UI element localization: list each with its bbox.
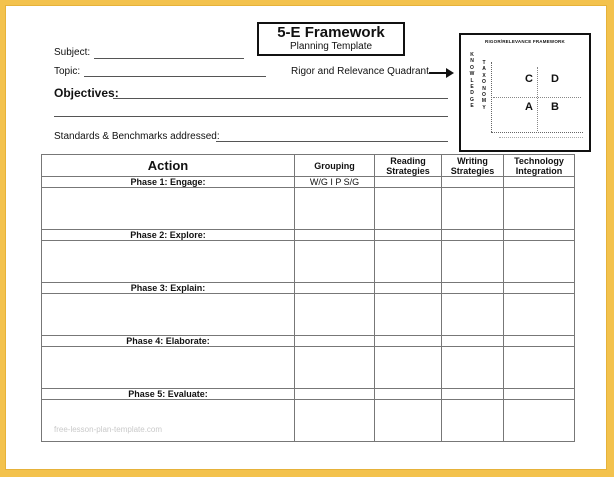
grouping-options[interactable]: W/G I P S/G: [295, 177, 375, 188]
application-scale: [499, 137, 583, 148]
grouping-cell[interactable]: [295, 347, 375, 389]
objectives-field-line-2[interactable]: [54, 116, 448, 117]
technology-integration-header: Technology Integration: [504, 155, 575, 177]
phase-body-explain: [42, 294, 575, 336]
technology-cell[interactable]: [504, 177, 575, 188]
grouping-cell[interactable]: [295, 230, 375, 241]
watermark: free-lesson-plan-template.com: [54, 425, 163, 434]
reading-strategies-header: Reading Strategies: [375, 155, 442, 177]
phase-label: Phase 3: Explain:: [42, 283, 295, 294]
page-subtitle: Planning Template: [289, 41, 373, 52]
reading-cell[interactable]: [375, 336, 442, 347]
technology-cell[interactable]: [504, 230, 575, 241]
title-box: [257, 22, 405, 56]
technology-cell[interactable]: [504, 241, 575, 283]
taxonomy-axis-label: T A X O N O M Y: [481, 60, 487, 111]
quadrant-v-divider: [537, 67, 538, 131]
grouping-header: Grouping: [295, 155, 375, 177]
objectives-label: Objectives:: [54, 86, 119, 100]
reading-cell[interactable]: [375, 389, 442, 400]
phase-body-evaluate: [42, 400, 575, 442]
grouping-cell[interactable]: [295, 241, 375, 283]
phase-row-explore: [42, 230, 575, 241]
technology-cell[interactable]: [504, 400, 575, 442]
page-title: 5-E Framework: [277, 24, 385, 41]
topic-label: Topic:: [54, 66, 81, 77]
rigor-relevance-quadrant: [459, 33, 591, 152]
writing-cell[interactable]: [442, 283, 504, 294]
reading-cell[interactable]: [375, 230, 442, 241]
writing-cell[interactable]: [442, 241, 504, 283]
quadrant-h-divider: [493, 97, 581, 98]
technology-cell[interactable]: [504, 294, 575, 336]
action-cell[interactable]: [42, 188, 295, 230]
quadrant-chart-title: RIGOR/RELEVANCE FRAMEWORK: [485, 39, 565, 44]
standards-label: Standards & Benchmarks addressed:: [54, 131, 220, 142]
phase-body-elaborate: [42, 347, 575, 389]
quadrant-a: A: [525, 101, 533, 113]
reading-cell[interactable]: [375, 283, 442, 294]
quadrant-y-axis: [491, 62, 492, 132]
technology-cell[interactable]: [504, 336, 575, 347]
grouping-cell[interactable]: [295, 389, 375, 400]
knowledge-axis-label: K N O W L E D G E: [469, 52, 475, 110]
quadrant-x-axis: [491, 132, 583, 133]
reading-cell[interactable]: [375, 241, 442, 283]
writing-cell[interactable]: [442, 177, 504, 188]
action-header: Action: [42, 155, 295, 177]
template-sheet: [6, 6, 606, 469]
action-cell[interactable]: [42, 294, 295, 336]
grouping-cell[interactable]: [295, 336, 375, 347]
writing-cell[interactable]: [442, 400, 504, 442]
phase-label: Phase 4: Elaborate:: [42, 336, 295, 347]
grouping-cell[interactable]: [295, 294, 375, 336]
objectives-field[interactable]: [113, 98, 448, 99]
reading-cell[interactable]: [375, 294, 442, 336]
technology-cell[interactable]: [504, 389, 575, 400]
phase-body-engage: [42, 188, 575, 230]
standards-field[interactable]: [216, 141, 448, 142]
action-cell[interactable]: [42, 347, 295, 389]
writing-strategies-header: Writing Strategies: [442, 155, 504, 177]
quadrant-b: B: [551, 101, 559, 113]
phase-label: Phase 2: Explore:: [42, 230, 295, 241]
phase-row-engage: [42, 177, 575, 188]
quadrant-c: C: [525, 73, 533, 85]
phase-label: Phase 5: Evaluate:: [42, 389, 295, 400]
reading-cell[interactable]: [375, 347, 442, 389]
reading-cell[interactable]: [375, 400, 442, 442]
topic-field[interactable]: [84, 76, 266, 77]
reading-cell[interactable]: [375, 188, 442, 230]
writing-cell[interactable]: [442, 230, 504, 241]
technology-cell[interactable]: [504, 188, 575, 230]
technology-cell[interactable]: [504, 347, 575, 389]
subject-field[interactable]: [94, 58, 244, 59]
quadrant-d: D: [551, 73, 559, 85]
phase-label: Phase 1: Engage:: [42, 177, 295, 188]
subject-label: Subject:: [54, 47, 91, 58]
technology-cell[interactable]: [504, 283, 575, 294]
action-cell[interactable]: [42, 400, 295, 442]
writing-cell[interactable]: [442, 389, 504, 400]
grouping-cell[interactable]: [295, 283, 375, 294]
phase-row-evaluate: [42, 389, 575, 400]
grid-header-row: [42, 155, 575, 177]
phase-body-explore: [42, 241, 575, 283]
reading-cell[interactable]: [375, 177, 442, 188]
arrow-right-icon: [446, 68, 454, 78]
rigor-relevance-label: Rigor and Relevance Quadrant: [291, 66, 429, 77]
writing-cell[interactable]: [442, 336, 504, 347]
writing-cell[interactable]: [442, 347, 504, 389]
arrow-shaft: [429, 72, 447, 74]
action-cell[interactable]: [42, 241, 295, 283]
grouping-cell[interactable]: [295, 400, 375, 442]
grouping-cell[interactable]: [295, 188, 375, 230]
writing-cell[interactable]: [442, 294, 504, 336]
phase-row-elaborate: [42, 336, 575, 347]
writing-cell[interactable]: [442, 188, 504, 230]
planning-grid: [41, 154, 575, 442]
phase-row-explain: [42, 283, 575, 294]
